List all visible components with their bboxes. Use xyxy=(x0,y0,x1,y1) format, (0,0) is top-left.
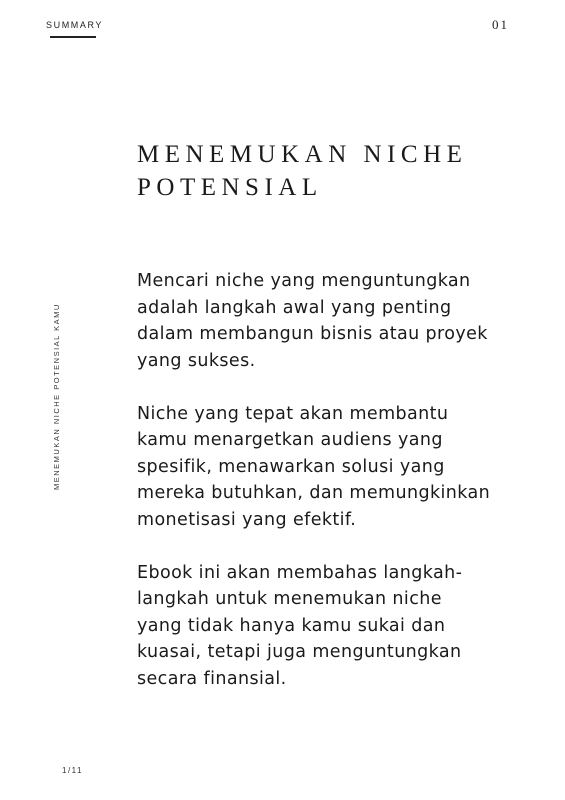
title-line-2: POTENSIAL xyxy=(137,174,323,201)
paragraph-1: Mencari niche yang menguntungkan adalah langkah awal yang penting dalam membangun bisnis atau proyek yang sukses. xyxy=(137,271,488,371)
paragraph-2: Niche yang tepat akan membantu kamu menargetkan audiens yang spesifik, menawarkan solusi yang mereka butuhkan, dan memungkinkan monetisasi yang efektif. xyxy=(137,403,491,530)
section-label: SUMMARY xyxy=(46,20,104,30)
page-title xyxy=(137,138,517,204)
body-text xyxy=(137,268,507,719)
page-number: 01 xyxy=(492,17,509,32)
title-line-1: MENEMUKAN NICHE xyxy=(137,141,468,168)
section-underline xyxy=(50,36,96,38)
side-label: MENEMUKAN NICHE POTENSIAL KAMU xyxy=(52,303,61,490)
paragraph-3: Ebook ini akan membahas langkah- langkah untuk menemukan niche yang tidak hanya kamu sukai dan kuasai, tetapi juga menguntungkan secara finansial. xyxy=(137,562,463,689)
pagination: 1/11 xyxy=(62,766,83,775)
